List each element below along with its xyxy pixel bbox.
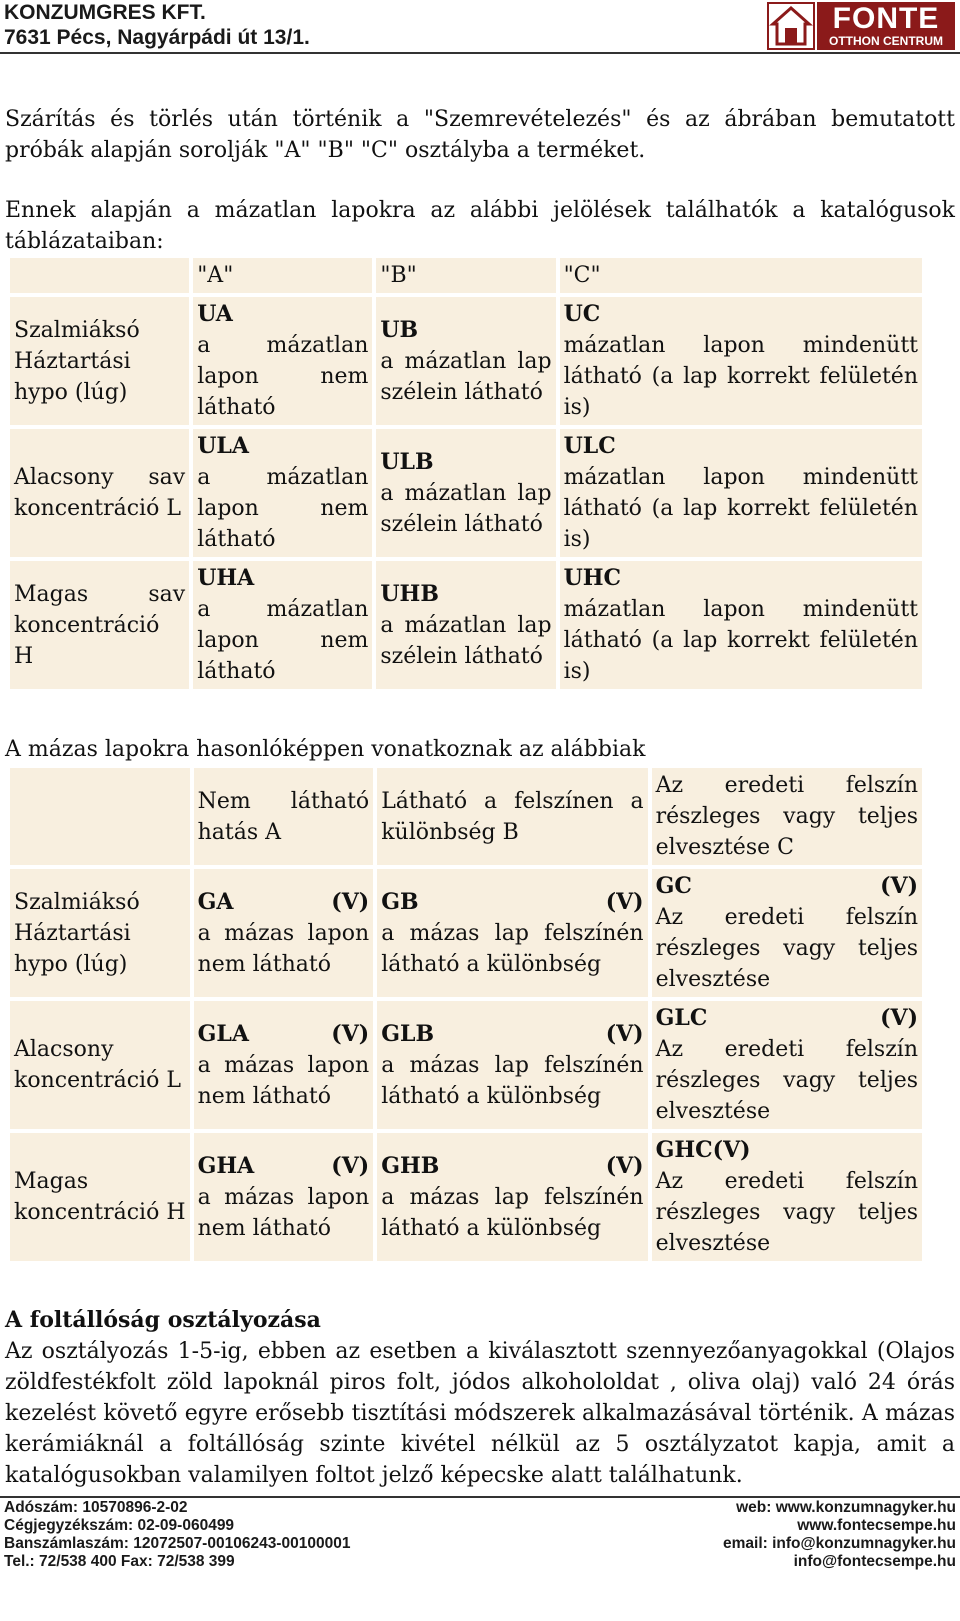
footer-divider <box>0 1496 960 1498</box>
header-a: "A" <box>193 258 372 293</box>
cell-text: Az eredeti felszín részleges vagy teljes elvesztése <box>655 1037 918 1124</box>
cell-text: a mázas lapon nem látható <box>197 920 370 977</box>
cell-v: (V) <box>605 1020 644 1047</box>
cell-code: ULA <box>197 433 249 459</box>
cell-v: (V) <box>331 888 370 915</box>
footer-contact-info <box>723 1499 956 1571</box>
cell-c <box>652 1001 922 1129</box>
row-label: Magas koncentráció H <box>10 1133 190 1261</box>
header-b: "B" <box>376 258 555 293</box>
cell-c <box>560 297 922 425</box>
intro-paragraph-1: Szárítás és törlés után történik a "Szemrevételezés" és az ábrában bemutatott próbák alapján sorolják "A" "B" "C" osztályba a terméket. <box>5 107 955 163</box>
cell-code: GHA <box>197 1152 255 1179</box>
cell-v: (V) <box>880 873 918 899</box>
footer-web-link[interactable]: web: www.konzumnagyker.hu <box>736 1499 956 1516</box>
cell-v: (V) <box>331 1152 370 1179</box>
cell-a <box>193 429 372 557</box>
cell-code: GLA <box>197 1020 249 1047</box>
cell-code: UB <box>380 316 419 343</box>
cell-code: ULC <box>563 433 616 459</box>
cell-code: UHA <box>197 565 255 591</box>
cell-text: mázatlan lapon mindenütt látható (a lap korrekt felületén is) <box>563 597 918 684</box>
cell-text: a mázatlan lapon nem látható <box>197 465 369 552</box>
cell-text: mázatlan lapon mindenütt látható (a lap korrekt felületén is) <box>563 465 918 552</box>
footer-bank-account: Banszámlaszám: 12072507-00106243-00100001 <box>4 1535 351 1552</box>
cell-code: UA <box>197 301 233 327</box>
row-label: Szalmiáksó Háztartási hypo (lúg) <box>10 297 189 425</box>
header-c: Az eredeti felszín részleges vagy teljes elvesztése C <box>652 768 922 865</box>
cell-a <box>194 1001 374 1129</box>
cell-code: UHB <box>380 580 439 607</box>
company-name: KONZUMGRES KFT. <box>4 1 206 24</box>
header-a: Nem látható hatás A <box>194 768 374 865</box>
cell-b <box>376 297 555 425</box>
footer-tax-number: Adószám: 10570896-2-02 <box>4 1499 188 1516</box>
row-label: Szalmiáksó Háztartási hypo (lúg) <box>10 869 190 997</box>
cell-code: GA <box>197 888 234 915</box>
row-label: Alacsony sav koncentráció L <box>10 429 189 557</box>
cell-code: GC <box>655 873 692 899</box>
cell-b <box>377 1001 647 1129</box>
footer-web-link-2[interactable]: www.fontecsempe.hu <box>797 1517 956 1534</box>
header-b: Látható a felszínen a különbség B <box>377 768 647 865</box>
logo-subtitle: OTTHON CENTRUM <box>829 34 943 48</box>
cell-a <box>193 297 372 425</box>
cell-text: a mázatlan lapon nem látható <box>197 597 369 684</box>
section-paragraph: Az osztályozás 1-5-ig, ebben az esetben a kiválasztott szennyezőanyagokkal (Olajos zöldfestékfolt zöld lapoknál piros folt, jódos alkohololdat , oliva olaj) való 24 órás kezelést követő egyre erősebb tisztítási módszerek alkalmazásával történik. A mázas kerámiáknál a foltállóság szinte kivétel nélkül az 5 osztályzatot kapja, amit a katalógusokban valamilyen foltot jelző képecske alatt találhatunk. <box>5 1339 955 1488</box>
glazed-table <box>6 764 926 1265</box>
cell-c <box>560 429 922 557</box>
table-row <box>10 1133 922 1261</box>
table-header-row <box>10 258 922 293</box>
unglazed-table <box>6 254 926 693</box>
header-c: "C" <box>560 258 922 293</box>
fonte-logo <box>767 2 955 50</box>
table-row <box>10 429 922 557</box>
table-row <box>10 297 922 425</box>
cell-text: a mázas lap felszínén látható a különbség <box>381 1052 644 1109</box>
footer-phone: Tel.: 72/538 400 Fax: 72/538 399 <box>4 1553 235 1570</box>
cell-b <box>377 869 647 997</box>
footer-email-link-2[interactable]: info@fontecsempe.hu <box>793 1553 956 1570</box>
cell-v: (V) <box>605 888 644 915</box>
cell-v: (V) <box>880 1005 918 1031</box>
row-label: Magas sav koncentráció H <box>10 561 189 689</box>
logo-wordmark <box>817 2 955 50</box>
footer-email-link[interactable]: email: info@konzumnagyker.hu <box>722 1535 956 1552</box>
cell-text: a mázatlan lap szélein látható <box>380 348 552 405</box>
house-logo-icon <box>767 2 815 50</box>
cell-text: a mázas lap felszínén látható a különbség <box>381 920 644 977</box>
header-divider <box>0 52 960 54</box>
page-header <box>0 0 960 56</box>
intro-paragraph-2: Ennek alapján a mázatlan lapokra az alábbi jelölések találhatók a katalógusok táblázataiban: <box>5 198 955 254</box>
table-row <box>10 561 922 689</box>
cell-code: UHC <box>563 565 622 591</box>
cell-code: GB <box>381 888 419 915</box>
cell-code: GHB <box>381 1152 440 1179</box>
table-header-row <box>10 768 922 865</box>
cell-code: GLC <box>655 1005 708 1031</box>
cell-a <box>194 869 374 997</box>
cell-text: a mázatlan lap szélein látható <box>380 612 552 669</box>
footer-registration: Cégjegyzékszám: 02-09-060499 <box>4 1517 235 1534</box>
cell-c <box>652 1133 922 1261</box>
cell-b <box>377 1133 647 1261</box>
cell-v: (V) <box>331 1020 370 1047</box>
cell-a <box>194 1133 374 1261</box>
cell-text: mázatlan lapon mindenütt látható (a lap korrekt felületén is) <box>563 333 918 420</box>
cell-text: Az eredeti felszín részleges vagy teljes elvesztése <box>655 1169 918 1256</box>
cell-code: GHC(V) <box>655 1137 751 1163</box>
cell-text: Az eredeti felszín részleges vagy teljes elvesztése <box>655 905 918 992</box>
section-title: A foltállóság osztályozása <box>5 1307 321 1333</box>
table-row <box>10 1001 922 1129</box>
cell-text: a mázatlan lapon nem látható <box>197 333 369 420</box>
cell-text: a mázas lap felszínén látható a különbség <box>381 1184 644 1241</box>
cell-text: a mázatlan lap szélein látható <box>380 480 552 537</box>
company-address: 7631 Pécs, Nagyárpádi út 13/1. <box>4 26 310 49</box>
cell-code: UC <box>563 301 601 327</box>
cell-b <box>376 561 555 689</box>
cell-text: a mázas lapon nem látható <box>197 1052 370 1109</box>
table-row <box>10 869 922 997</box>
row-label: Alacsony koncentráció L <box>10 1001 190 1129</box>
cell-a <box>193 561 372 689</box>
cell-v: (V) <box>605 1152 644 1179</box>
header-empty <box>10 258 189 293</box>
intro-paragraph-3: A mázas lapokra hasonlóképpen vonatkoznak az alábbiak <box>5 737 646 762</box>
cell-c <box>560 561 922 689</box>
footer-company-info <box>4 1499 350 1571</box>
logo-word: FONTE <box>832 2 940 35</box>
cell-b <box>376 429 555 557</box>
cell-code: ULB <box>380 448 434 475</box>
cell-code: GLB <box>381 1020 435 1047</box>
cell-text: a mázas lapon nem látható <box>197 1184 370 1241</box>
header-empty <box>10 768 190 865</box>
cell-c <box>652 869 922 997</box>
